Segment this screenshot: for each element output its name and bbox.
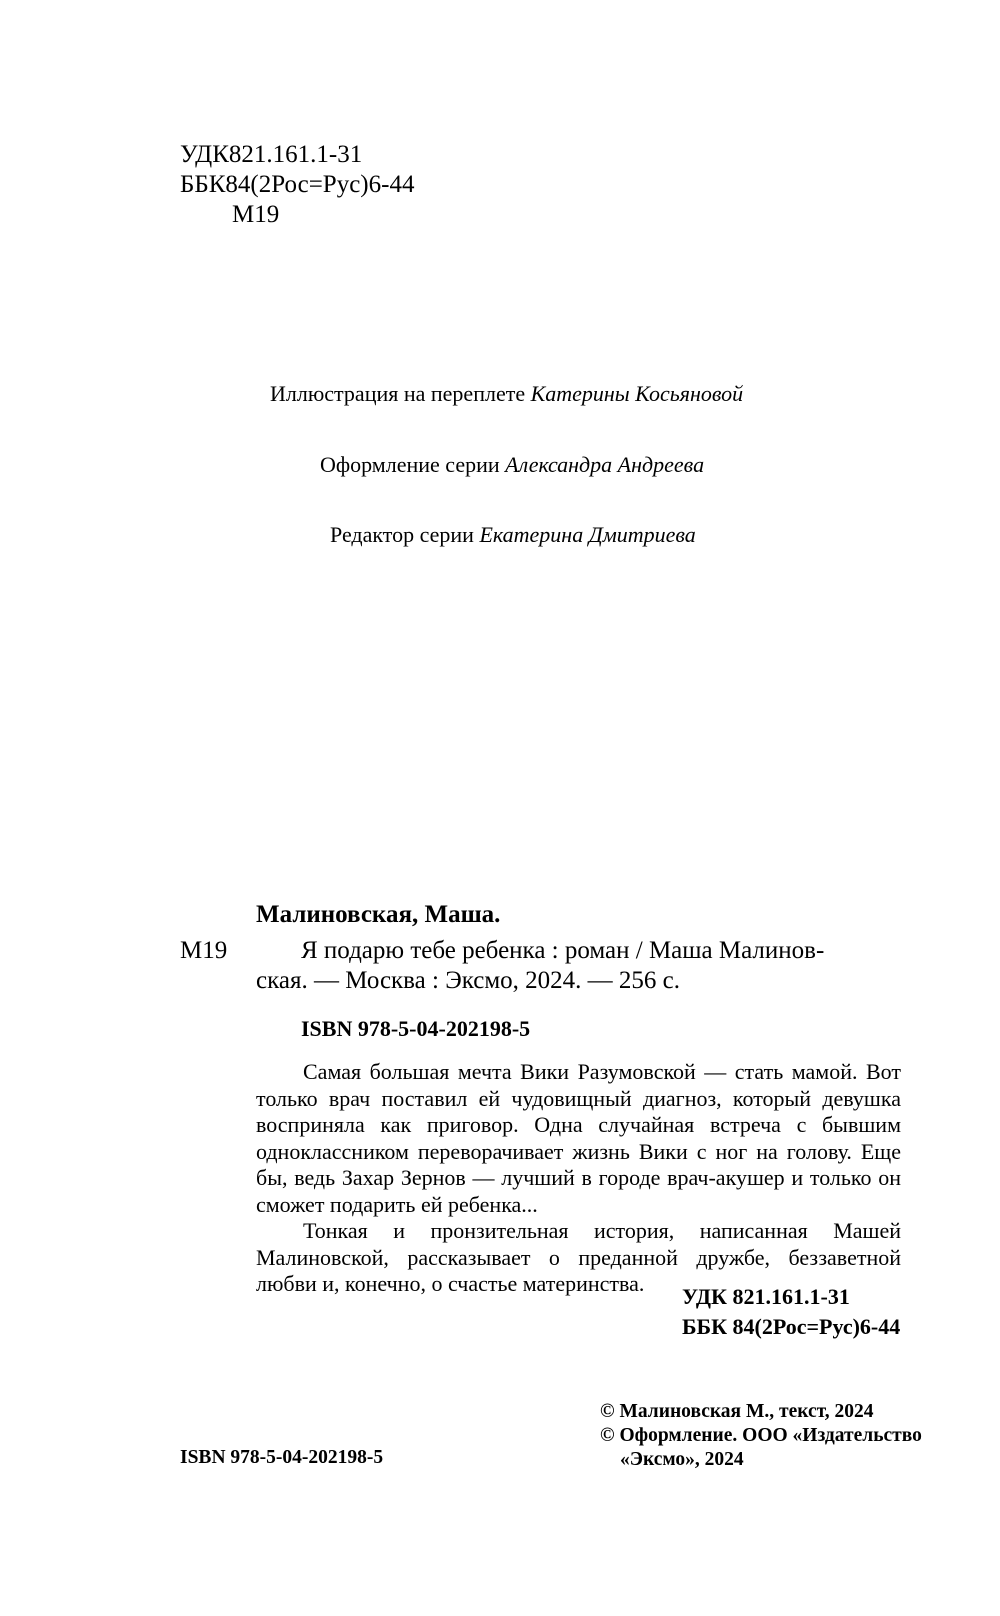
credit-person: Александра Андреева bbox=[505, 452, 705, 477]
bbk-code-bottom: ББК 84(2Рос=Рус)6-44 bbox=[682, 1314, 901, 1339]
annotation-paragraph: Тонкая и пронзительная история, написанная Машей Малиновской, рассказывает о преданной дружбе, беззаветной любви и, конечно, о счастье материнства. bbox=[256, 1218, 901, 1296]
bbk-code-top: ББК84(2Рос=Рус)6-44 bbox=[180, 171, 415, 198]
udk-code-bottom: УДК 821.161.1-31 bbox=[682, 1284, 850, 1309]
annotation-paragraph: Самая большая мечта Вики Разумовской — стать мамой. Вот только врач поставил ей чудовищный диагноз, который девушка восприняла как приговор. Одна случайная встреча с бывшим одноклассником переворачивает жизнь Вики с ног на голову. Еще бы, ведь Захар Зернов — лучший в городе врач-акушер и только он сможет подарить ей ребенка... bbox=[256, 1059, 901, 1217]
bib-author-mark: М19 bbox=[180, 937, 228, 964]
credit-person: Катерины Косьяновой bbox=[530, 381, 744, 406]
credit-series-design bbox=[320, 452, 704, 478]
bib-title-line2: ская. — Москва : Эксмо, 2024. — 256 с. bbox=[256, 967, 680, 994]
copyright-design: © Оформление. ООО «Издательство bbox=[600, 1425, 922, 1446]
copyright-publisher: «Эксмо», 2024 bbox=[620, 1449, 744, 1470]
udk-code-top: УДК821.161.1-31 bbox=[180, 141, 363, 168]
credit-person: Екатерина Дмитриева bbox=[479, 522, 696, 547]
footer-isbn: ISBN 978-5-04-202198-5 bbox=[180, 1447, 384, 1468]
annotation bbox=[256, 1059, 901, 1298]
credit-series-editor bbox=[330, 522, 696, 548]
credit-illustration bbox=[270, 381, 743, 407]
bib-author: Малиновская, Маша. bbox=[256, 901, 501, 928]
copyright-text: © Малиновская М., текст, 2024 bbox=[600, 1401, 874, 1422]
credit-role: Иллюстрация на переплете bbox=[270, 381, 526, 406]
bib-isbn: ISBN 978-5-04-202198-5 bbox=[301, 1016, 531, 1041]
credit-role: Редактор серии bbox=[330, 522, 474, 547]
bib-title-line1: Я подарю тебе ребенка : роман / Маша Малинов- bbox=[301, 937, 825, 964]
credit-role: Оформление серии bbox=[320, 452, 500, 477]
author-mark-top: М19 bbox=[232, 201, 280, 228]
